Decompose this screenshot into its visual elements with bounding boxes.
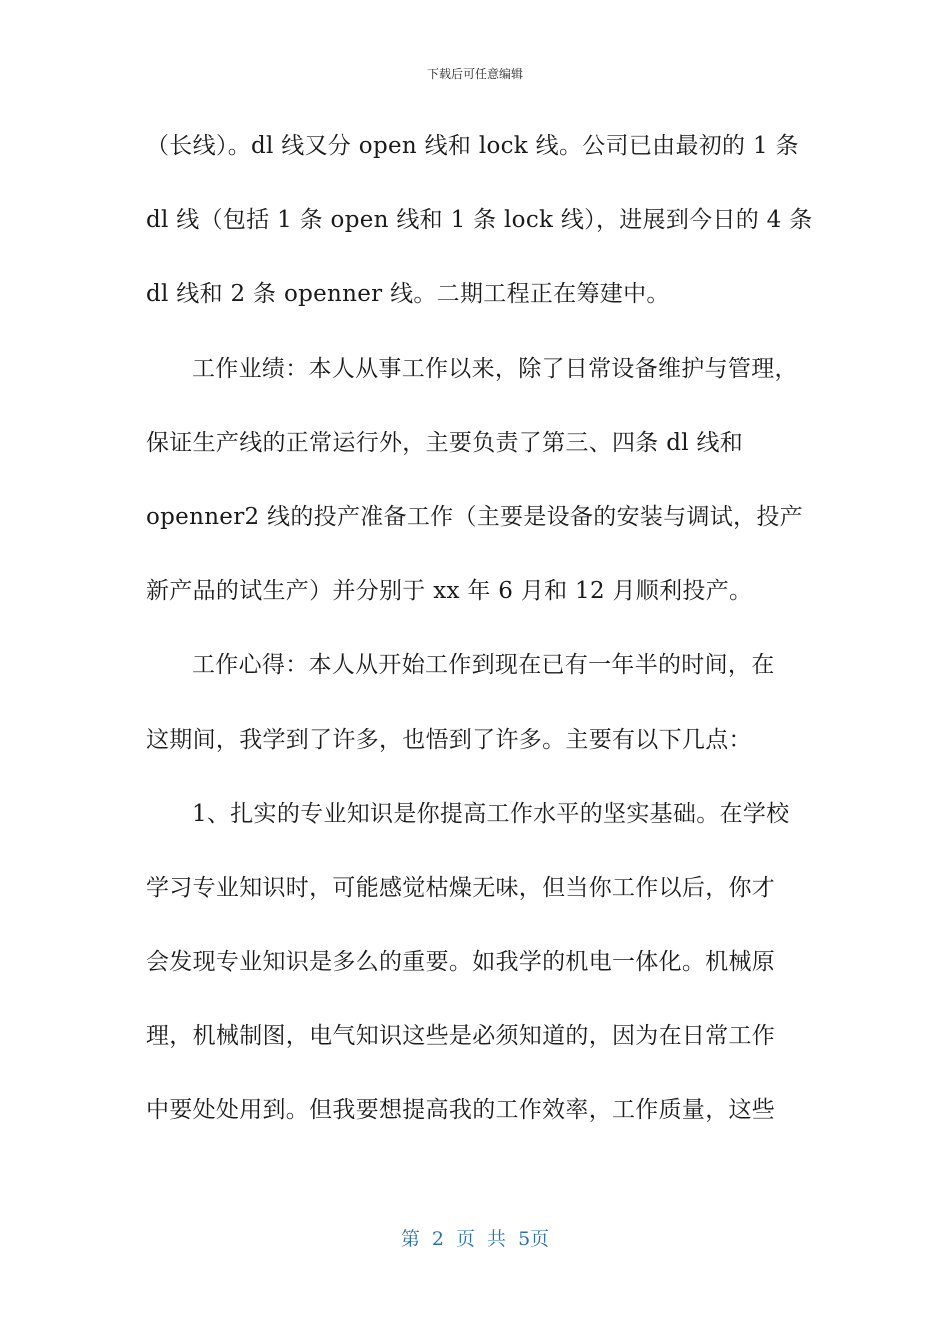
- paragraph-start-line: 1、扎实的专业知识是你提高工作水平的坚实基础。在学校: [192, 800, 790, 827]
- text-line: 会发现专业知识是多么的重要。如我学的机电一体化。机械原: [146, 949, 776, 976]
- paragraph-start-line: 工作业绩：本人从事工作以来，除了日常设备维护与管理，: [192, 355, 798, 382]
- page-number-footer: 第 2 页 共 5页: [400, 1228, 550, 1250]
- text-line: dl 线（包括 1 条 open 线和 1 条 lock 线），进展到今日的 4 条: [146, 207, 813, 234]
- text-line: openner2 线的投产准备工作（主要是设备的安装与调试，投产: [146, 503, 803, 530]
- document-body: [146, 120, 813, 1159]
- page-header: 下载后可任意编辑: [426, 67, 523, 81]
- text-line: 中要处处用到。但我要想提高我的工作效率，工作质量，这些: [146, 1097, 776, 1124]
- text-line: （长线）。dl 线又分 open 线和 lock 线。公司已由最初的 1 条: [146, 133, 799, 159]
- text-line: 学习专业知识时，可能感觉枯燥无味，但当你工作以后，你才: [146, 874, 776, 901]
- paragraph-start-line: 工作心得：本人从开始工作到现在已有一年半的时间，在: [192, 652, 775, 679]
- text-line: 新产品的试生产）并分别于 xx 年 6 月和 12 月顺利投产。: [146, 578, 753, 605]
- text-line: 理，机械制图，电气知识这些是必须知道的，因为在日常工作: [146, 1023, 776, 1050]
- text-line: 这期间，我学到了许多，也悟到了许多。主要有以下几点：: [146, 726, 752, 753]
- text-line: 保证生产线的正常运行外，主要负责了第三、四条 dl 线和: [146, 429, 744, 456]
- text-line: dl 线和 2 条 openner 线。二期工程正在筹建中。: [146, 281, 670, 308]
